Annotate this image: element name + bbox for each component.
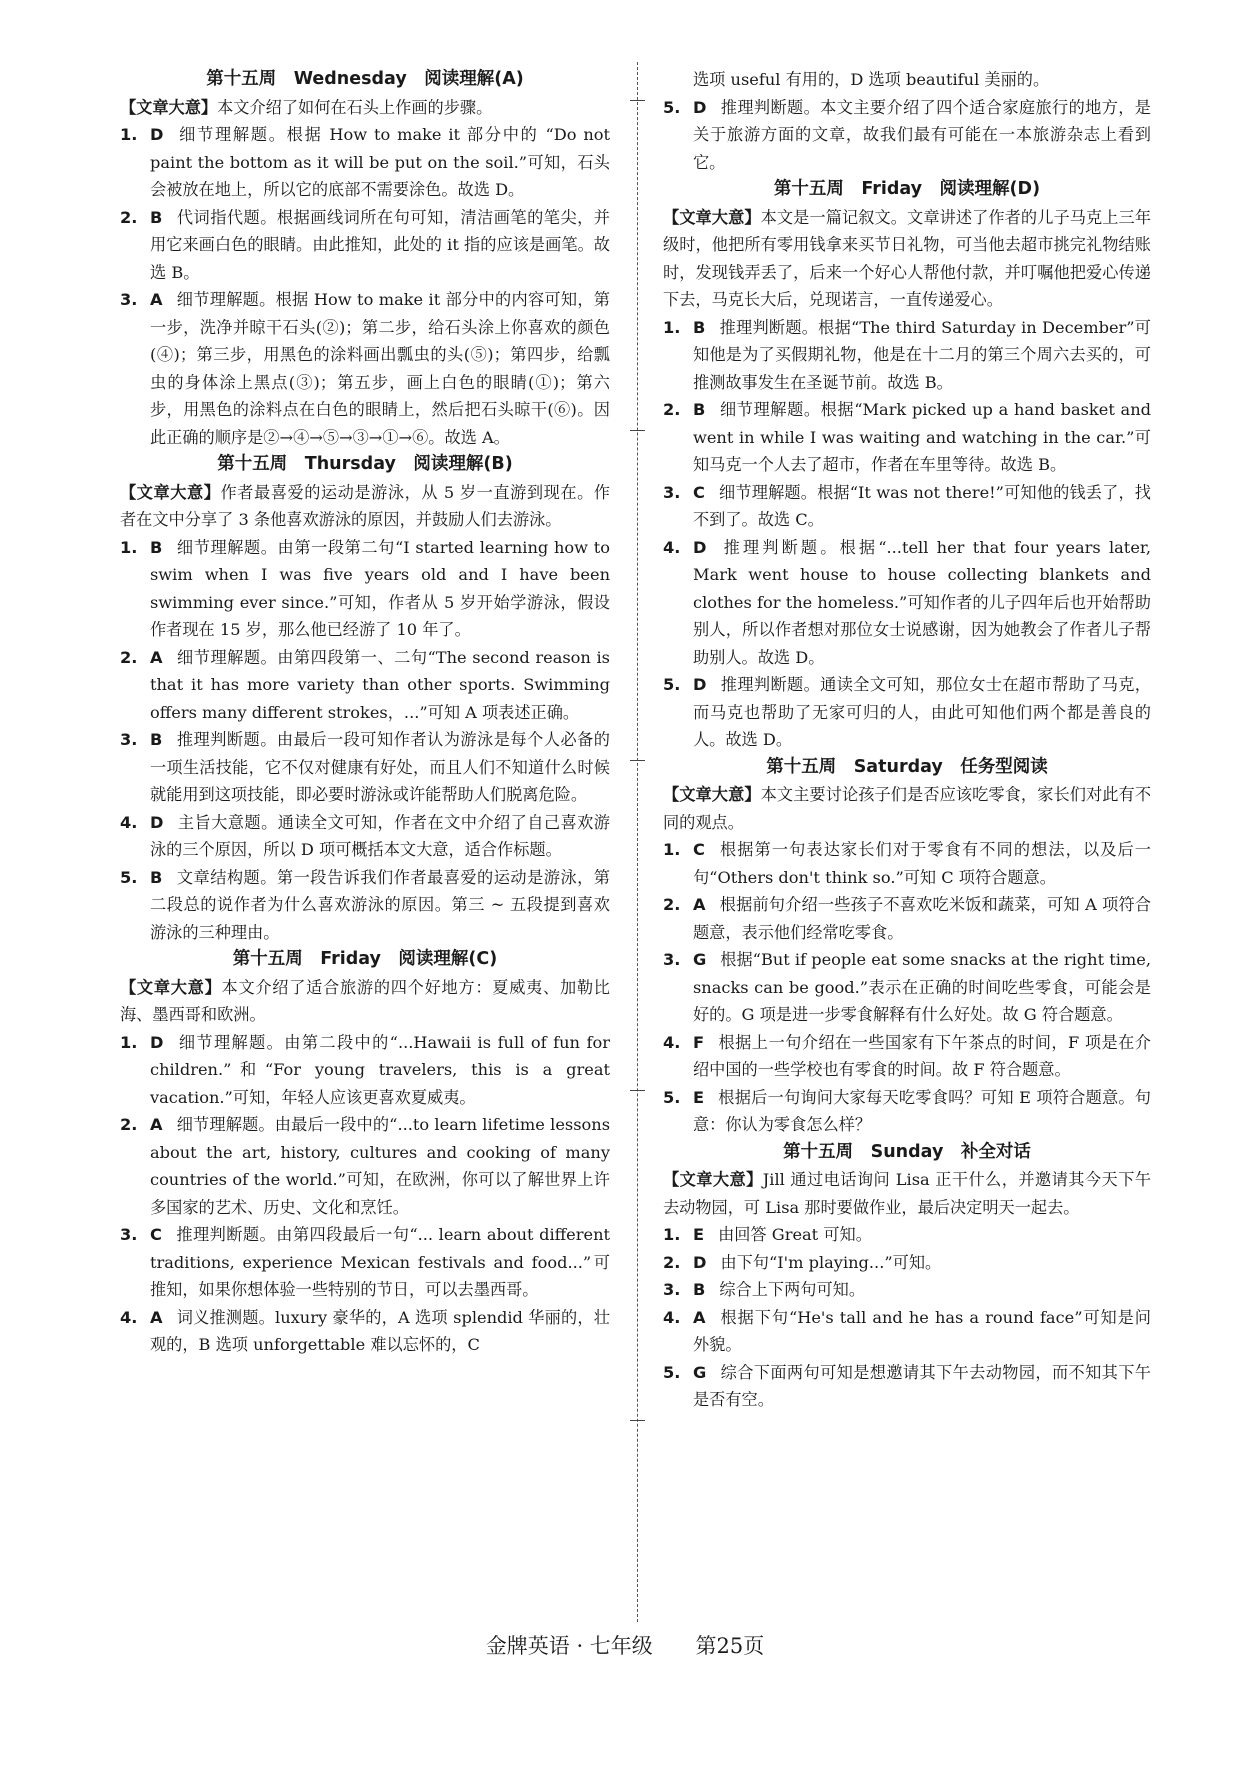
explanation-text: 细节理解题。根据 How to make it 部分中的 “Do not paint the bottom as it will be put on the soil.”可知，石头会被放在地上，所以它的底部不需要涂色。故选 D。 bbox=[150, 125, 610, 199]
answer-letter: B bbox=[150, 730, 163, 749]
explanation-text: 细节理解题。根据“Mark picked up a hand basket and went in while I was waiting and watching in the car.”可知马克一个人去了超市，作者在车里等待。故选 B。 bbox=[693, 400, 1151, 474]
question-number: 2. bbox=[663, 895, 681, 914]
answer-item bbox=[663, 891, 1151, 946]
answer-item bbox=[663, 946, 1151, 1029]
question-number: 4. bbox=[120, 1307, 138, 1327]
answer-item bbox=[663, 1221, 1151, 1249]
summary-text: 本文主要讨论孩子们是否应该吃零食，家长们对此有不同的观点。 bbox=[663, 785, 1152, 832]
page-footer bbox=[0, 1630, 1250, 1660]
answer-item bbox=[663, 534, 1151, 672]
explanation-text: 根据上一句介绍在一些国家有下午茶点的时间，F 项是在介绍中国的一些学校也有零食的时间。故 F 符合题意。 bbox=[693, 1032, 1151, 1079]
summary-tag: 【文章大意】 bbox=[663, 785, 761, 804]
page-number: 第25页 bbox=[695, 1634, 765, 1658]
divider-tick bbox=[630, 1090, 645, 1091]
answer-item bbox=[663, 479, 1151, 534]
continued-text: 选项 useful 有用的，D 选项 beautiful 美丽的。 bbox=[693, 70, 1050, 89]
question-number: 3. bbox=[120, 730, 138, 749]
question-number: 5. bbox=[663, 1087, 681, 1107]
question-number: 1. bbox=[120, 125, 138, 144]
answer-item bbox=[663, 671, 1151, 754]
answer-item bbox=[663, 836, 1151, 891]
section-title: 第十五周 Friday 阅读理解(C) bbox=[232, 949, 498, 969]
question-number: 2. bbox=[120, 1115, 138, 1134]
answer-letter: B bbox=[150, 537, 163, 557]
article-summary bbox=[663, 204, 1151, 314]
answer-item bbox=[120, 864, 610, 947]
question-number: 1. bbox=[120, 1032, 138, 1052]
answer-letter: G bbox=[693, 950, 707, 969]
article-summary bbox=[120, 94, 610, 122]
answer-letter: B bbox=[150, 867, 163, 887]
explanation-text: 文章结构题。第一段告诉我们作者最喜爱的运动是游泳，第二段总的说作者为什么喜欢游泳的原因。第三 ~ 五段提到喜欢游泳的三种理由。 bbox=[150, 867, 610, 942]
answer-letter: G bbox=[693, 1362, 707, 1382]
answer-item bbox=[120, 1221, 610, 1304]
answer-item bbox=[120, 1029, 610, 1112]
article-summary bbox=[120, 974, 610, 1029]
question-number: 4. bbox=[663, 1032, 681, 1052]
answer-item bbox=[663, 314, 1151, 397]
answer-letter: D bbox=[693, 1252, 707, 1272]
section-title: 第十五周 Wednesday 阅读理解(A) bbox=[206, 69, 524, 89]
summary-text: 本文是一篇记叙文。文章讲述了作者的儿子马克上三年级时，他把所有零用钱拿来买节日礼物，可当他去超市挑完礼物结账时，发现钱弄丢了，后来一个好心人帮他付款，并叮嘱他把爱心传递下去，马克长大后，兑现诺言，一直传递爱心。 bbox=[663, 207, 1152, 309]
question-number: 5. bbox=[663, 675, 681, 694]
answer-letter: A bbox=[150, 1115, 163, 1134]
question-number: 1. bbox=[663, 317, 681, 337]
question-number: 3. bbox=[663, 950, 681, 969]
divider-tick bbox=[630, 100, 645, 101]
summary-text: 本文介绍了适合旅游的四个好地方：夏威夷、加勒比海、墨西哥和欧洲。 bbox=[120, 977, 610, 1024]
answer-letter: D bbox=[150, 812, 164, 832]
answer-letter: B bbox=[150, 207, 163, 227]
explanation-text: 由回答 Great 可知。 bbox=[718, 1225, 872, 1244]
question-number: 5. bbox=[663, 1362, 681, 1382]
answer-item bbox=[120, 1111, 610, 1221]
divider-tick bbox=[630, 430, 645, 431]
left-column bbox=[120, 66, 610, 1359]
answer-letter: A bbox=[693, 1307, 706, 1327]
answer-letter: B bbox=[693, 1280, 706, 1299]
answer-letter: D bbox=[150, 125, 164, 144]
summary-text: 本文介绍了如何在石头上作画的步骤。 bbox=[217, 97, 493, 117]
explanation-text: 推理判断题。根据“The third Saturday in December”可知他是为了买假期礼物，他是在十二月的第三个周六去买的，可推测故事发生在圣诞节前。故选 B。 bbox=[693, 317, 1151, 392]
answer-letter: A bbox=[150, 1307, 163, 1327]
article-summary bbox=[663, 1166, 1151, 1221]
answer-letter: C bbox=[150, 1225, 162, 1244]
answer-letter: E bbox=[693, 1087, 705, 1107]
summary-tag: 【文章大意】 bbox=[120, 97, 218, 117]
question-number: 2. bbox=[663, 1252, 681, 1272]
summary-tag: 【文章大意】 bbox=[120, 482, 221, 502]
question-number: 4. bbox=[120, 812, 138, 832]
divider-tick bbox=[630, 1420, 645, 1421]
answer-item bbox=[663, 1249, 1151, 1277]
summary-tag: 【文章大意】 bbox=[120, 977, 222, 997]
explanation-text: 推理判断题。由第四段最后一句“... learn about different traditions, experience Mexican festivals and food...”可推知，如果你想体验一些特别的节日，可以去墨西哥。 bbox=[150, 1225, 610, 1299]
summary-tag: 【文章大意】 bbox=[663, 1170, 763, 1189]
answer-letter: F bbox=[693, 1032, 705, 1052]
explanation-text: 根据下句“He's tall and he has a round face”可知是问外貌。 bbox=[693, 1307, 1151, 1354]
answer-letter: D bbox=[150, 1032, 164, 1052]
explanation-text: 主旨大意题。通读全文可知，作者在文中介绍了自己喜欢游泳的三个原因，所以 D 项可概括本文大意，适合作标题。 bbox=[150, 812, 610, 859]
question-number: 1. bbox=[663, 1225, 681, 1244]
question-number: 3. bbox=[663, 482, 681, 502]
article-summary bbox=[120, 479, 610, 534]
answer-letter: D bbox=[693, 675, 707, 694]
article-summary bbox=[663, 781, 1151, 836]
answer-item bbox=[120, 534, 610, 644]
explanation-text: 推理判断题。本文主要介绍了四个适合家庭旅行的地方，是关于旅游方面的文章，故我们最有可能在一本旅游杂志上看到它。 bbox=[693, 97, 1151, 172]
summary-text: Jill 通过电话询问 Lisa 正干什么，并邀请其今天下午去动物园，可 Lisa 那时要做作业，最后决定明天一起去。 bbox=[663, 1170, 1152, 1217]
explanation-text: 综合上下两句可知。 bbox=[719, 1280, 866, 1299]
column-divider bbox=[637, 62, 638, 1622]
question-number: 2. bbox=[663, 400, 681, 419]
question-number: 5. bbox=[663, 97, 681, 117]
answer-item bbox=[120, 1304, 610, 1359]
answer-item bbox=[663, 396, 1151, 479]
answer-item bbox=[120, 644, 610, 727]
answer-letter: A bbox=[150, 647, 163, 667]
question-number: 1. bbox=[663, 840, 681, 859]
question-number: 2. bbox=[120, 647, 138, 667]
section-title: 第十五周 Sunday 补全对话 bbox=[783, 1141, 1031, 1162]
explanation-text: 推理判断题。通读全文可知，那位女士在超市帮助了马克，而马克也帮助了无家可归的人，由此可知他们两个都是善良的人。故选 D。 bbox=[693, 675, 1151, 749]
explanation-text: 代词指代题。根据画线词所在句可知，清洁画笔的笔尖，并用它来画白色的眼睛。由此推知，此处的 it 指的应该是画笔。故选 B。 bbox=[150, 207, 610, 282]
explanation-text: 根据后一句询问大家每天吃零食吗？可知 E 项符合题意。句意：你认为零食怎么样？ bbox=[693, 1087, 1151, 1134]
section-title: 第十五周 Thursday 阅读理解(B) bbox=[217, 454, 513, 474]
answer-item bbox=[663, 1276, 1151, 1304]
summary-tag: 【文章大意】 bbox=[663, 207, 761, 227]
summary-text: 作者最喜爱的运动是游泳，从 5 岁一直游到现在。作者在文中分享了 3 条他喜欢游泳的原因，并鼓励人们去游泳。 bbox=[120, 482, 610, 529]
answer-letter: E bbox=[693, 1225, 705, 1244]
answer-item bbox=[120, 809, 610, 864]
answer-item bbox=[663, 1029, 1151, 1084]
question-number: 3. bbox=[663, 1280, 681, 1299]
explanation-text: 推理判断题。根据“...tell her that four years later, Mark went house to house collecting blankets and clothes for the homeless.”可知作者的儿子四年后也开始帮助别人，所以作者想对那位女士说感谢，因为她教会了作者儿子帮助别人。故选 D。 bbox=[693, 537, 1151, 667]
question-number: 4. bbox=[663, 537, 681, 557]
answer-item bbox=[663, 1084, 1151, 1139]
answer-item bbox=[663, 1304, 1151, 1359]
answer-letter: B bbox=[693, 317, 706, 337]
answer-letter: D bbox=[693, 97, 707, 117]
answer-letter: C bbox=[693, 840, 705, 859]
explanation-text: 细节理解题。由第四段第一、二句“The second reason is that it has more variety than other sports. Swimming offers many different strokes，...”可知 A 项表述正确。 bbox=[150, 647, 610, 722]
explanation-text: 推理判断题。由最后一段可知作者认为游泳是每个人必备的一项生活技能，它不仅对健康有好处，而且人们不知道什么时候就能用到这项技能，即必要时游泳或许能帮助人们脱离危险。 bbox=[150, 730, 610, 804]
answer-letter: C bbox=[693, 482, 705, 502]
section-title: 第十五周 Saturday 任务型阅读 bbox=[766, 756, 1048, 777]
answer-letter: A bbox=[150, 290, 163, 309]
answer-item bbox=[120, 204, 610, 287]
explanation-text: 根据第一句表达家长们对于零食有不同的想法，以及后一句“Others don't think so.”可知 C 项符合题意。 bbox=[693, 840, 1151, 887]
answer-letter: A bbox=[693, 895, 706, 914]
answer-item bbox=[120, 726, 610, 809]
divider-tick bbox=[630, 760, 645, 761]
question-number: 1. bbox=[120, 537, 138, 557]
explanation-text: 根据“But if people eat some snacks at the right time, snacks can be good.”表示在正确的时间吃些零食，可能会是好的。G 项是进一步零食解释有什么好处。故 G 符合题意。 bbox=[693, 950, 1151, 1024]
question-number: 2. bbox=[120, 207, 138, 227]
explanation-text: 词义推测题。luxury 豪华的，A 选项 splendid 华丽的，壮观的，B 选项 unforgettable 难以忘怀的，C bbox=[150, 1307, 610, 1354]
question-number: 4. bbox=[663, 1307, 681, 1327]
explanation-text: 细节理解题。由最后一段中的“...to learn lifetime lessons about the art, history, cultures and cooking of many countries of the world.”可知，在欧洲，你可以了解世界上许多国家的艺术、历史、文化和烹饪。 bbox=[150, 1115, 610, 1217]
answer-item bbox=[120, 286, 610, 451]
explanation-text: 细节理解题。由第二段中的“...Hawaii is full of fun for children.”和“For young travelers, this is a great vacation.”可知，年轻人应该更喜欢夏威夷。 bbox=[150, 1032, 610, 1107]
explanation-text: 细节理解题。根据 How to make it 部分中的内容可知，第一步，洗净并晾干石头(②)；第二步，给石头涂上你喜欢的颜色(④)；第三步，用黑色的涂料画出瓢虫的头(⑤)；第四步，给瓢虫的身体涂上黑点(③)；第五步，画上白色的眼睛(①)；第六步，用黑色的涂料点在白色的眼睛上，然后把石头晾干(⑥)。因此正确的顺序是②→④→⑤→③→①→⑥。故选 A。 bbox=[150, 290, 610, 447]
book-title: 金牌英语 · 七年级 bbox=[485, 1634, 653, 1658]
answer-letter: D bbox=[693, 537, 707, 557]
answer-letter: B bbox=[693, 400, 706, 419]
question-number: 5. bbox=[120, 867, 138, 887]
explanation-text: 细节理解题。根据“It was not there!”可知他的钱丢了，找不到了。故选 C。 bbox=[693, 482, 1151, 529]
answer-item bbox=[663, 94, 1151, 177]
explanation-text: 综合下面两句可知是想邀请其下午去动物园，而不知其下午是否有空。 bbox=[693, 1362, 1151, 1409]
answer-item bbox=[120, 121, 610, 204]
explanation-text: 根据前句介绍一些孩子不喜欢吃米饭和蔬菜，可知 A 项符合题意，表示他们经常吃零食。 bbox=[693, 895, 1151, 942]
explanation-text: 由下句“I'm playing...”可知。 bbox=[720, 1252, 942, 1272]
right-column bbox=[663, 66, 1151, 1414]
question-number: 3. bbox=[120, 290, 138, 309]
explanation-text: 细节理解题。由第一段第二句“I started learning how to swim when I was five years old and I have been swimming ever since.”可知，作者从 5 岁开始学游泳，假设作者现在 15 岁，那么他已经游了 10 年了。 bbox=[150, 537, 610, 639]
section-title: 第十五周 Friday 阅读理解(D) bbox=[773, 179, 1041, 199]
question-number: 3. bbox=[120, 1225, 138, 1244]
answer-item bbox=[663, 1359, 1151, 1414]
